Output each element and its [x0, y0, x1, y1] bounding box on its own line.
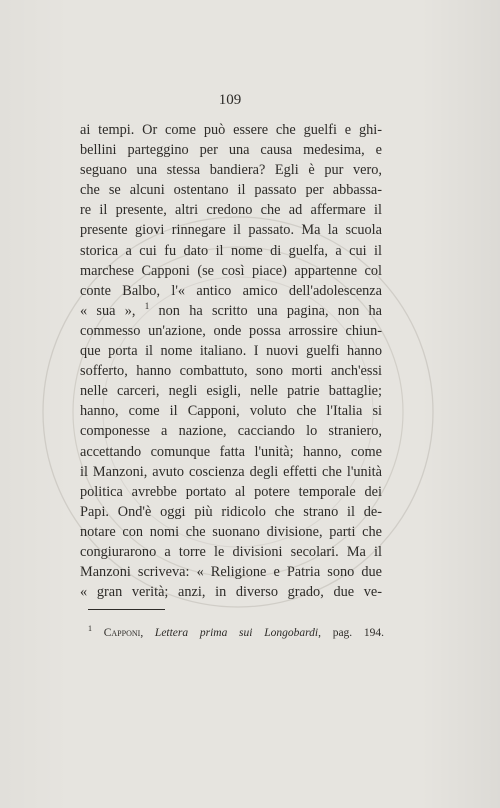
body-text-line: congiurarono a torre le divisioni secolari. Ma il [80, 543, 382, 560]
body-text [80, 120, 382, 602]
footnote [88, 624, 384, 642]
body-text-line: Papi. Ond'è oggi più ridicolo che strano il de- [80, 503, 382, 520]
body-text-line: Manzoni scriveva: « Religione e Patria sono due [80, 564, 382, 581]
body-text-line: accettando comunque fatta l'unità; hanno, come [80, 443, 382, 460]
body-text-line: commesso un'azione, onde possa arrossire chiun- [80, 322, 382, 339]
footnote-rule [88, 609, 165, 610]
body-text-line: conte Balbo, l'« antico amico dell'adolescenza [80, 282, 382, 299]
body-text-line: componesse a nazione, cacciando lo straniero, [80, 423, 382, 440]
footnote-marker: 1 [88, 624, 92, 634]
body-text-line: presente giovi rinnegare il passato. Ma la scuola [80, 222, 382, 239]
page-number: 109 [218, 92, 242, 108]
line-text-after-note: non ha scritto una pagina, non ha [158, 302, 382, 319]
footnote-reference-mark: 1 [144, 301, 150, 312]
body-text-line: nelle carceri, negli esigli, nelle patrie battaglie; [80, 383, 382, 400]
body-text-line: notare con nomi che suonano divisione, parti che [80, 523, 382, 540]
line-text-before-note: « sua », [80, 302, 136, 319]
body-text-line: re il presente, altri credono che ad affermare il [80, 202, 382, 219]
body-text-line: il Manzoni, avuto coscienza degli effetti che l'unità [80, 463, 382, 480]
footnote-author: Capponi [103, 627, 141, 639]
footnote-title: Lettera prima sui Longobardi [154, 627, 319, 639]
body-text-line: marchese Capponi (se così piace) appartenne col [80, 262, 382, 279]
body-text-line: politica avrebbe portato al potere temporale dei [80, 483, 382, 500]
footnote-separator: , [140, 627, 144, 639]
body-text-line: seguano una stessa bandiera? Egli è pur vero, [80, 162, 382, 179]
body-text-line: ai tempi. Or come può essere che guelfi e ghi- [80, 122, 382, 138]
body-text-line [80, 301, 382, 321]
body-text-line: que porta il nome italiano. I nuovi guelfi hanno [80, 343, 382, 360]
body-text-line: che se alcuni ostentano il passato per abbassa- [80, 182, 382, 199]
body-text-line: bellini parteggino per una causa medesima, e [80, 142, 382, 159]
footnote-separator: , [318, 627, 321, 639]
body-text-line: storica a cui fu dato il nome di guelfa, a cui il [80, 242, 382, 259]
footnote-page-locator: pag. 194. [332, 627, 385, 639]
body-text-line: sofferto, hanno combattuto, sono morti anch'essi [80, 363, 382, 380]
body-text-line: « gran verità; anzi, in diverso grado, due ve- [80, 584, 382, 601]
body-text-line: hanno, come il Capponi, voluto che l'Italia si [80, 403, 382, 420]
